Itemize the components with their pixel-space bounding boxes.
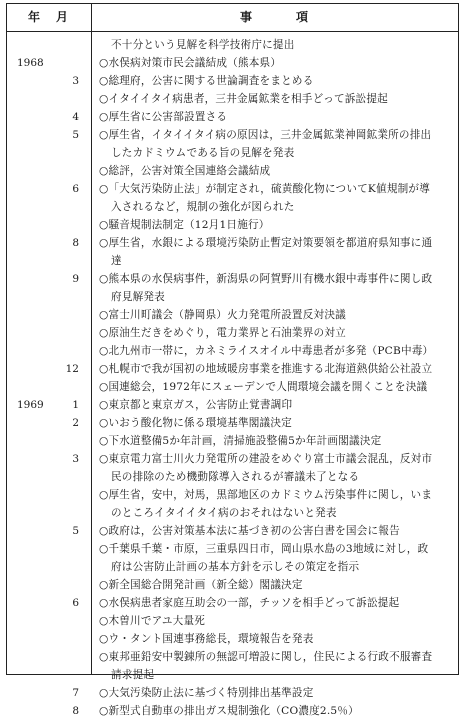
year-month-cell: [7, 558, 91, 576]
event-text: ○水俣病患者家庭互助会の一部，チッソを相手どって訴訟提起: [99, 597, 400, 609]
year-month-cell: [7, 198, 91, 216]
event-text: ○富士川町議会（静岡県）火力発電所設置反対決議: [99, 309, 346, 321]
chronology-table: [6, 3, 459, 717]
event-text: ○厚生省に公害部設置さる: [99, 111, 228, 123]
month-label: 8: [72, 237, 79, 249]
event-text: ○いおう酸化物に係る環境基準閣議決定: [99, 417, 292, 429]
month-label: 2: [72, 417, 79, 429]
month-label: 12: [65, 363, 79, 375]
year-month-cell: [7, 468, 91, 486]
year-month-cell: [7, 180, 91, 198]
table-row: [7, 342, 458, 360]
event-text: ○東京都と東京ガス，公害防止覚書調印: [99, 399, 293, 411]
month-label: 1: [72, 399, 79, 411]
event-text: ○総評，公害対策全国連絡会議結成: [99, 165, 271, 177]
month-label: 8: [72, 705, 79, 717]
table-row: [7, 378, 458, 396]
table-row: [7, 360, 458, 378]
year-month-cell: [7, 324, 91, 342]
year-month-cell: [7, 504, 91, 522]
event-text: 入されるなど，規制の強化が図られた: [111, 201, 295, 213]
table-row: [7, 486, 458, 504]
table-row: [7, 72, 458, 90]
table-row: [7, 666, 458, 684]
event-text: 府見解発表: [111, 291, 165, 303]
event-text: ○北九州市一帯に，カネミライスオイル中毒患者が多発（PCB中毒）: [99, 345, 434, 357]
event-text: ○下水道整備5か年計画，清掃施設整備5か年計画閣議決定: [99, 435, 382, 447]
event-text: ○イタイイタイ病患者，三井金属鉱業を相手どって訴訟提起: [99, 93, 388, 105]
event-text: ○新型式自動車の排出ガス規制強化（CO濃度2.5％）: [99, 705, 359, 717]
event-text: ○国連総会，1972年にスェーデンで人間環境会議を開くことを決議: [99, 381, 428, 393]
year-month-cell: [7, 612, 91, 630]
year-month-cell: [7, 540, 91, 558]
year-month-cell: [7, 648, 91, 666]
event-text: ○原油生だきをめぐり，電力業界と石油業界の対立: [99, 327, 346, 339]
event-text: ○「大気汚染防止法」が制定され，硫黄酸化物についてK値規制が導: [99, 183, 430, 195]
month-label: 3: [72, 75, 79, 87]
year-month-cell: [7, 360, 91, 378]
year-month-cell: [7, 666, 91, 684]
table-row: [7, 684, 458, 702]
table-row: [7, 450, 458, 468]
event-text: ○札幌市で我が国初の地域暖房事業を推進する北海道熱供給公社設立: [99, 363, 433, 375]
year-month-cell: [7, 144, 91, 162]
table-row: [7, 576, 458, 594]
month-label: 5: [72, 525, 79, 537]
table-body: [7, 36, 458, 720]
year-month-cell: [7, 342, 91, 360]
year-month-cell: [7, 234, 91, 252]
year-month-cell: [7, 486, 91, 504]
event-text: 請求提起: [111, 669, 155, 681]
table-row: [7, 270, 458, 288]
table-row: [7, 252, 458, 270]
event-text: ○厚生省，安中，対馬，黒部地区のカドミウム汚染事件に関し，いま: [99, 489, 433, 501]
table-row: [7, 648, 458, 666]
table-row: [7, 540, 458, 558]
table-row: [7, 468, 458, 486]
event-text: ○厚生省，イタイイタイ病の原因は，三井金属鉱業神岡鉱業所の排出: [99, 129, 432, 141]
year-month-cell: [7, 288, 91, 306]
year-month-cell: [7, 396, 91, 414]
month-label: 9: [72, 273, 79, 285]
table-row: [7, 702, 458, 720]
header-event: 事 項: [239, 10, 310, 24]
year-month-cell: [7, 306, 91, 324]
event-text: ○東京電力富士川火力発電所の建設をめぐり富士市議会混乱，反対市: [99, 453, 433, 465]
year-month-cell: [7, 630, 91, 648]
table-row: [7, 432, 458, 450]
year-label: 1968: [17, 57, 44, 69]
event-text: ○総理府，公害に関する世論調査をまとめる: [99, 75, 314, 87]
event-text: ○騒音規制法制定（12月1日施行）: [99, 219, 270, 231]
year-month-cell: [7, 270, 91, 288]
header-year-month: 年 月: [27, 10, 70, 24]
year-month-cell: [7, 90, 91, 108]
month-label: 3: [72, 453, 79, 465]
event-text: 民の排除のため機動隊導入されるが審議未了となる: [111, 471, 360, 483]
table-row: [7, 144, 458, 162]
year-month-cell: [7, 414, 91, 432]
table-row: [7, 198, 458, 216]
year-month-cell: [7, 450, 91, 468]
table-row: [7, 522, 458, 540]
table-row: [7, 216, 458, 234]
table-row: [7, 324, 458, 342]
event-text: のところイタイイタイ病のおそれはないと発表: [111, 507, 337, 519]
event-text: 府は公害防止計画の基本方針を示しその策定を指示: [111, 561, 360, 573]
table-header: [7, 4, 458, 32]
year-month-cell: [7, 252, 91, 270]
year-month-cell: [7, 684, 91, 702]
month-label: 7: [72, 687, 79, 699]
event-text: ○政府は，公害対策基本法に基づき初の公害白書を国会に報告: [99, 525, 400, 537]
table-row: [7, 414, 458, 432]
table-row: [7, 594, 458, 612]
table-row: [7, 162, 458, 180]
year-month-cell: [7, 72, 91, 90]
event-text: ○千葉県千葉・市原，三重県四日市，岡山県水島の3地域に対し，政: [99, 543, 429, 555]
event-text: 不十分という見解を科学技術庁に提出: [111, 39, 295, 51]
event-text: ○木曽川でアユ大量死: [99, 615, 206, 627]
year-month-cell: [7, 54, 91, 72]
table-row: [7, 180, 458, 198]
table-row: [7, 558, 458, 576]
year-month-cell: [7, 378, 91, 396]
event-text: ○新全国総合開発計画（新全総）閣議決定: [99, 579, 303, 591]
event-text: ○水俣病対策市民会議結成（熊本県）: [99, 57, 282, 69]
table-row: [7, 108, 458, 126]
table-row: [7, 90, 458, 108]
year-month-cell: [7, 522, 91, 540]
event-text: ○ウ・タント国連事務総長，環境報告を発表: [99, 633, 314, 645]
year-month-cell: [7, 576, 91, 594]
month-label: 6: [72, 597, 79, 609]
table-row: [7, 54, 458, 72]
year-month-cell: [7, 108, 91, 126]
month-label: 5: [72, 129, 79, 141]
year-month-cell: [7, 594, 91, 612]
year-month-cell: [7, 162, 91, 180]
event-text: ○厚生省，水銀による環境汚染防止暫定対策要領を都道府県知事に通: [99, 237, 433, 249]
year-month-cell: [7, 36, 91, 54]
event-text: 達: [111, 255, 122, 267]
month-label: 6: [72, 183, 79, 195]
year-month-cell: [7, 432, 91, 450]
year-month-cell: [7, 126, 91, 144]
table-row: [7, 612, 458, 630]
table-row: [7, 630, 458, 648]
table-row: [7, 36, 458, 54]
year-month-cell: [7, 216, 91, 234]
year-month-cell: [7, 702, 91, 720]
table-row: [7, 396, 458, 414]
table-row: [7, 288, 458, 306]
table-row: [7, 126, 458, 144]
event-text: ○熊本県の水俣病事件，新潟県の阿賀野川有機水銀中毒事件に関し政: [99, 273, 433, 285]
table-row: [7, 234, 458, 252]
event-text: ○大気汚染防止法に基づく特別排出基準設定: [99, 687, 314, 699]
month-label: 4: [72, 111, 79, 123]
table-row: [7, 306, 458, 324]
table-row: [7, 504, 458, 522]
year-label: 1969: [17, 399, 44, 411]
event-text: したカドミウムである旨の見解を発表: [111, 147, 295, 159]
event-text: ○東邦亜鉛安中製錬所の無認可増設に関し，住民による行政不服審査: [99, 651, 433, 663]
